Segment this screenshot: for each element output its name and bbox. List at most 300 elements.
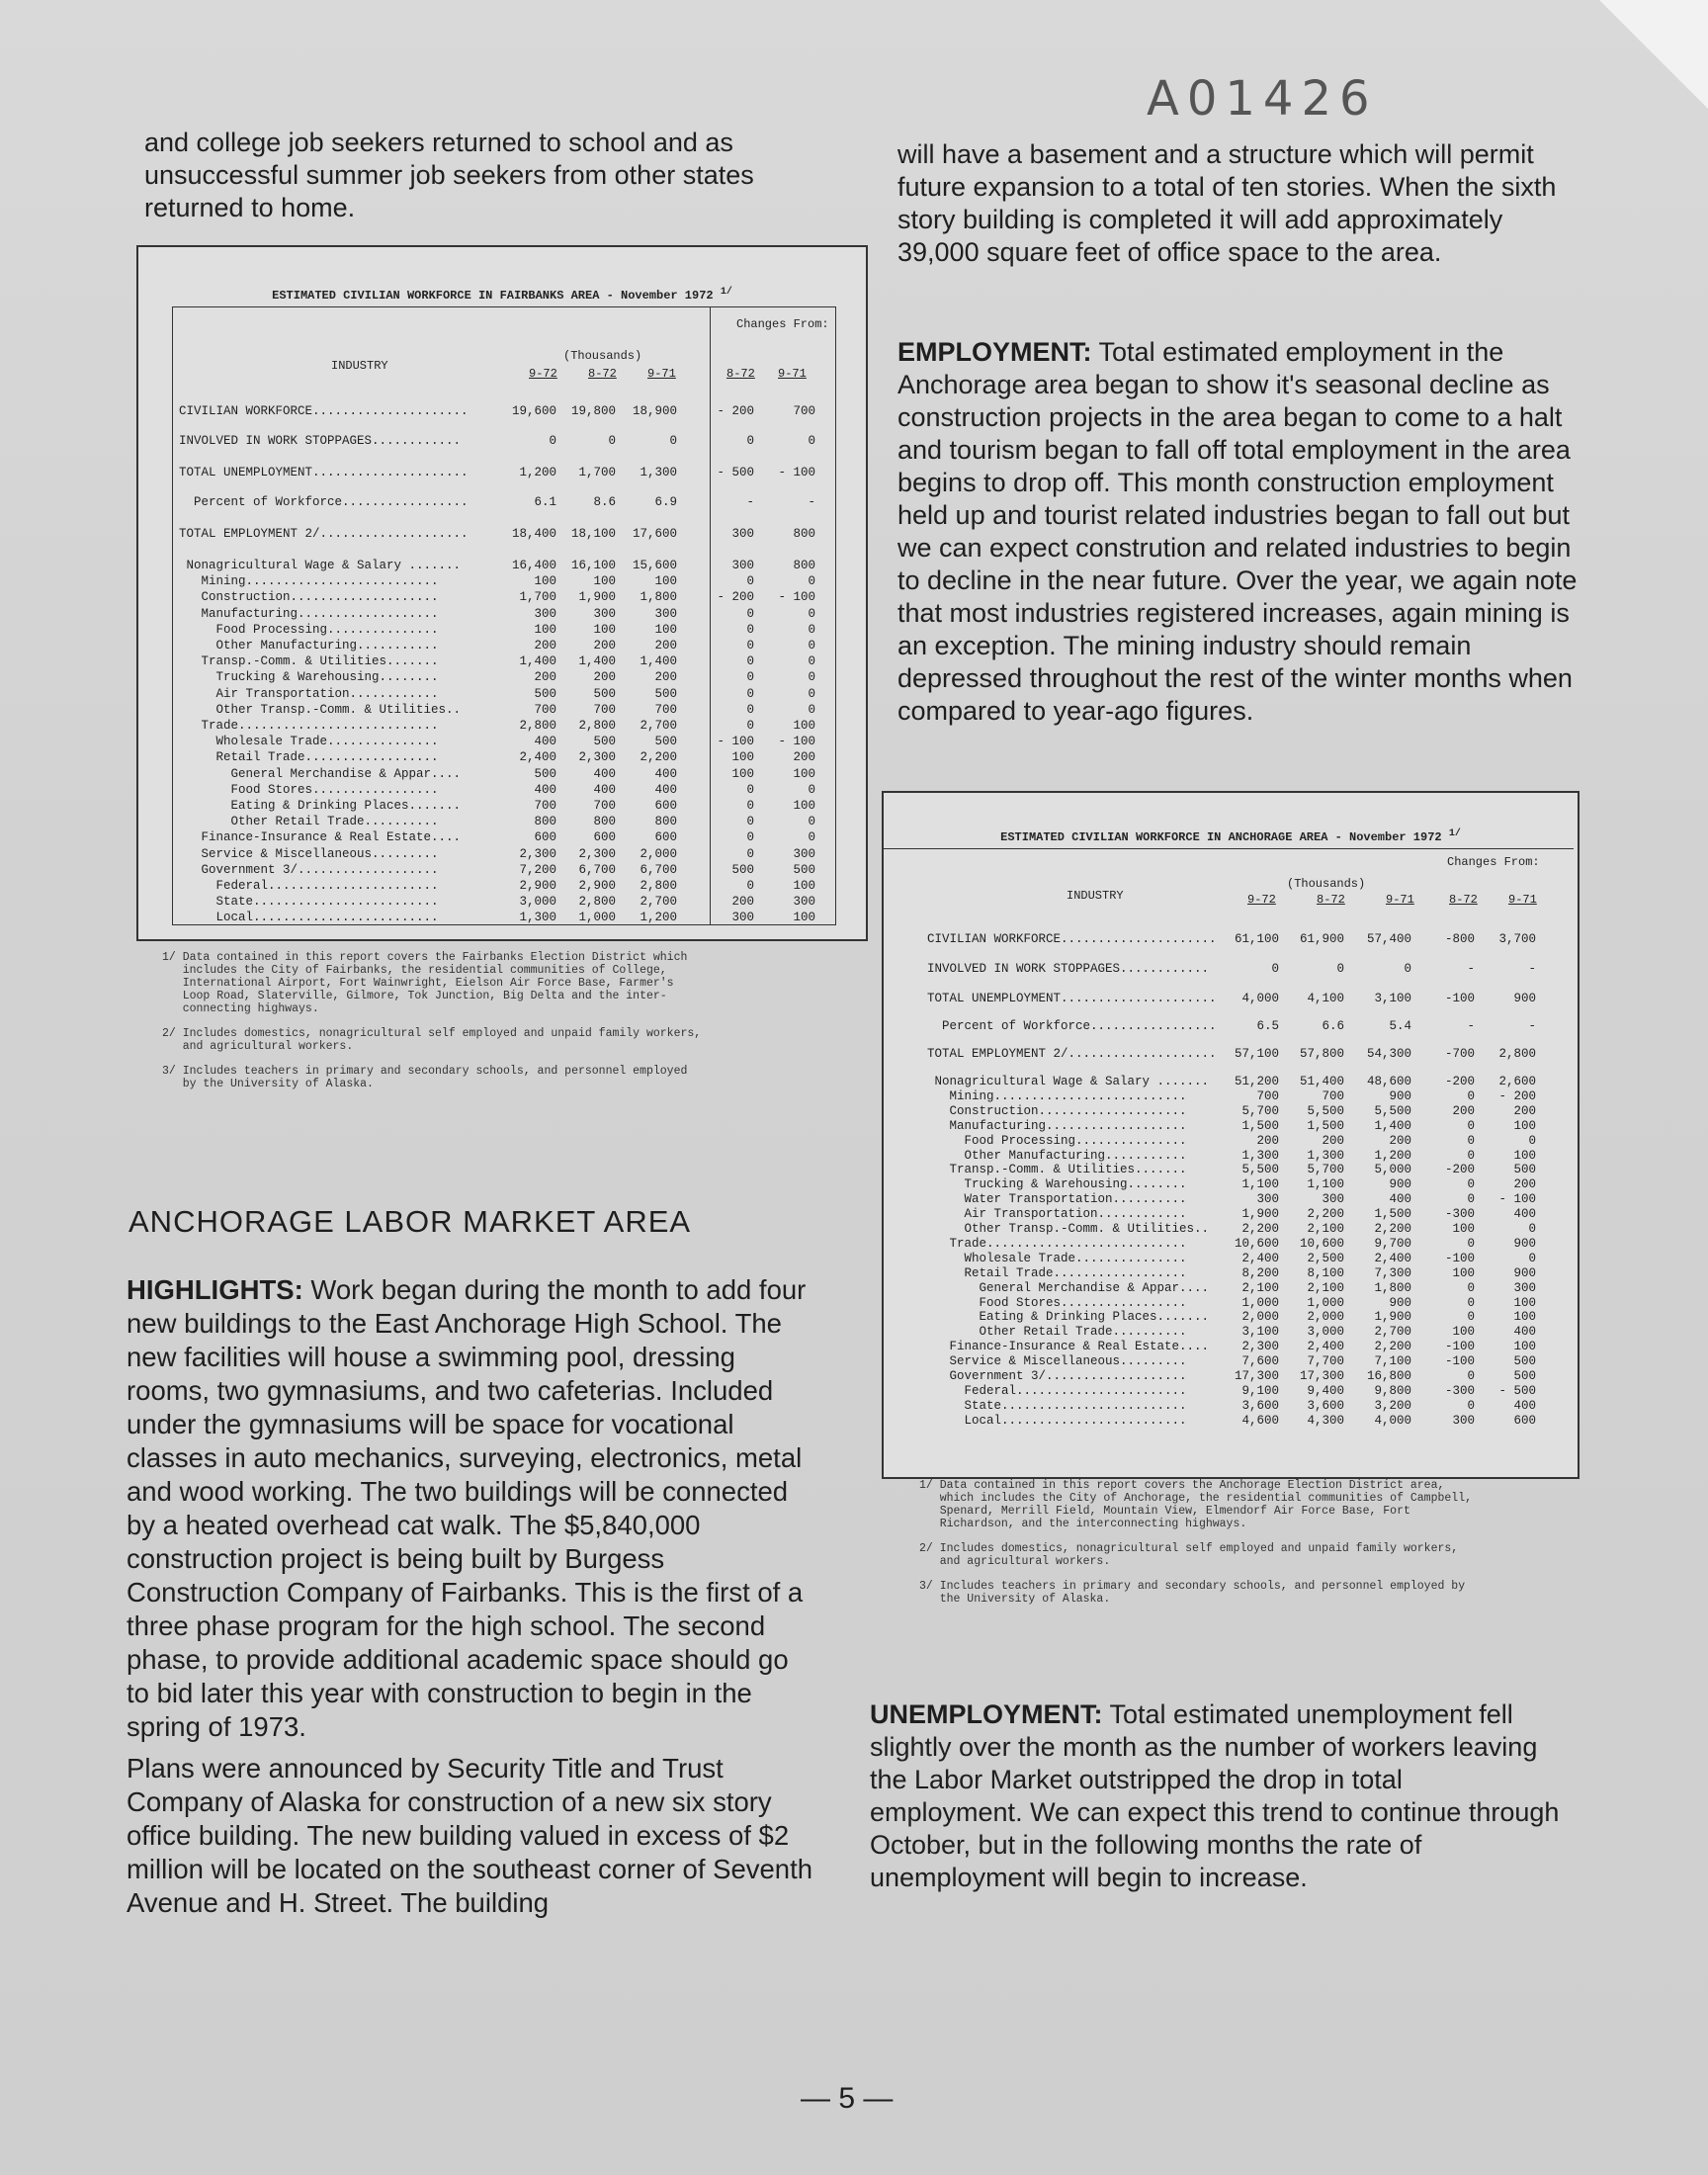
row-value: 0 <box>808 686 815 701</box>
row-value: 2,800 <box>578 719 616 733</box>
row-value: -100 <box>1444 1340 1475 1354</box>
employment-paragraph <box>897 336 1589 728</box>
table-row <box>884 992 1574 1005</box>
row-value: 61,900 <box>1299 932 1344 946</box>
row-value: 200 <box>1513 1177 1536 1192</box>
row-value: 900 <box>1513 1265 1536 1280</box>
row-value: 200 <box>534 639 556 652</box>
unemployment-text: Total estimated unemployment fell slightly over the month as the number of workers leaving the Labor Market outstripped the drop in total employment. We can expect this trend to continue through October, but in the following months the rate of unemployment will begin to increase. <box>870 1699 1560 1892</box>
row-value: 0 <box>1467 1280 1475 1295</box>
table-row <box>884 1222 1574 1236</box>
row-value: 15,600 <box>632 559 677 572</box>
row-value: 51,200 <box>1234 1075 1279 1088</box>
row-value: 0 <box>808 622 815 637</box>
row-value: 2,200 <box>1307 1207 1344 1222</box>
footnote: 2/ Includes domestics, nonagricultural self employed and unpaid family workers, and agricultural workers. <box>162 1027 702 1053</box>
anchorage-table-title <box>884 828 1578 844</box>
anchorage-table-title-text: ESTIMATED CIVILIAN WORKFORCE IN ANCHORAGE AREA - November 1972 <box>1000 830 1442 844</box>
row-value: 17,300 <box>1299 1369 1344 1383</box>
table-row <box>884 1384 1574 1398</box>
row-value: - <box>808 495 815 509</box>
row-value: 0 <box>1528 1133 1536 1148</box>
row-value: 54,300 <box>1366 1047 1411 1061</box>
row-label: Finance-Insurance & Real Estate.... <box>927 1340 1210 1354</box>
table-row <box>173 703 835 717</box>
row-value: 3,100 <box>1241 1325 1279 1340</box>
row-value: 2,800 <box>519 719 556 733</box>
row-value: 0 <box>808 782 815 797</box>
row-value: 0 <box>549 434 556 448</box>
row-label: Other Transp.-Comm. & Utilities.. <box>927 1222 1210 1236</box>
row-value: 9,700 <box>1374 1236 1411 1251</box>
row-value: - <box>1467 1019 1475 1033</box>
table-row <box>173 639 835 652</box>
row-value: 400 <box>1513 1207 1536 1222</box>
row-label: Trucking & Warehousing........ <box>927 1177 1187 1192</box>
row-value: 100 <box>534 574 556 589</box>
footnote: 3/ Includes teachers in primary and secondary schools, and personnel employed by the University of Alaska. <box>919 1580 1466 1606</box>
table-row <box>884 1104 1574 1118</box>
anchorage-table-frame <box>884 848 1574 1472</box>
row-value: 16,400 <box>511 559 556 572</box>
row-label: Wholesale Trade............... <box>179 735 439 749</box>
table-row <box>884 1075 1574 1088</box>
row-value: 200 <box>593 639 616 652</box>
row-value: 300 <box>534 606 556 621</box>
anchorage-col-8-72: 8-72 <box>1317 893 1345 907</box>
row-value: 1,400 <box>640 654 677 669</box>
row-value: 6.6 <box>1322 1019 1344 1033</box>
row-value: 2,800 <box>640 879 677 893</box>
row-value: 5,700 <box>1241 1103 1279 1118</box>
row-value: 10,600 <box>1299 1236 1344 1251</box>
row-label: TOTAL EMPLOYMENT 2/.................... <box>179 527 469 541</box>
row-value: 2,500 <box>1307 1251 1344 1265</box>
fairbanks-col-9-71: 9-71 <box>647 367 676 381</box>
table-row <box>173 654 835 668</box>
row-label: Wholesale Trade............... <box>927 1251 1187 1265</box>
row-value: 0 <box>1404 962 1411 976</box>
row-value: 19,600 <box>511 404 556 418</box>
row-value: 500 <box>1513 1163 1536 1177</box>
row-value: 16,800 <box>1366 1369 1411 1383</box>
anchorage-thousands-header: (Thousands) <box>1287 877 1366 891</box>
row-label: INVOLVED IN WORK STOPPAGES............ <box>927 962 1210 976</box>
row-label: Government 3/................... <box>927 1369 1187 1383</box>
row-label: Transp.-Comm. & Utilities....... <box>927 1163 1187 1177</box>
row-value: 100 <box>1452 1222 1475 1236</box>
row-value: 0 <box>808 815 815 829</box>
row-value: 0 <box>746 639 754 652</box>
row-label: Nonagricultural Wage & Salary ....... <box>927 1075 1210 1088</box>
row-value: 3,000 <box>519 895 556 910</box>
row-value: 9,800 <box>1374 1383 1411 1398</box>
row-value: -300 <box>1444 1207 1475 1222</box>
row-value: 200 <box>731 895 754 910</box>
row-value: 300 <box>593 606 616 621</box>
row-value: 4,300 <box>1307 1413 1344 1428</box>
fairbanks-col-8-72: 8-72 <box>588 367 617 381</box>
row-label: Federal....................... <box>179 879 439 893</box>
row-value: 2,300 <box>578 750 616 765</box>
row-value: 1,800 <box>640 590 677 605</box>
row-value: 200 <box>654 639 677 652</box>
row-value: 300 <box>731 527 754 541</box>
row-value: 500 <box>593 735 616 749</box>
row-value: 2,700 <box>1374 1325 1411 1340</box>
row-value: 57,800 <box>1299 1047 1344 1061</box>
row-value: 2,400 <box>1241 1251 1279 1265</box>
row-value: 900 <box>1513 992 1536 1005</box>
fairbanks-changes-header: Changes From: <box>736 317 829 331</box>
highlights-paragraph <box>127 1273 818 1744</box>
row-value: 400 <box>654 782 677 797</box>
fairbanks-col-change-9-71: 9-71 <box>778 367 807 381</box>
anchorage-title-footnote-ref: 1/ <box>1448 828 1461 839</box>
row-value: 200 <box>1256 1133 1279 1148</box>
row-value: -700 <box>1444 1047 1475 1061</box>
row-value: 57,400 <box>1366 932 1411 946</box>
row-label: Retail Trade.................. <box>179 750 439 765</box>
row-value: 800 <box>793 559 815 572</box>
row-value: 1,100 <box>1241 1177 1279 1192</box>
row-value: 300 <box>793 895 815 910</box>
row-value: 0 <box>1467 1118 1475 1133</box>
row-value: 400 <box>593 782 616 797</box>
row-label: Trucking & Warehousing........ <box>179 670 439 685</box>
anchorage-industry-header: INDUSTRY <box>1067 889 1124 903</box>
table-row <box>884 1207 1574 1221</box>
row-value: 0 <box>808 830 815 845</box>
row-value: 0 <box>1467 1398 1475 1413</box>
row-value: 4,100 <box>1307 992 1344 1005</box>
row-value: 300 <box>1513 1280 1536 1295</box>
row-value: 61,100 <box>1234 932 1279 946</box>
section-title: ANCHORAGE LABOR MARKET AREA <box>128 1204 692 1239</box>
row-value: 500 <box>731 862 754 877</box>
table-row <box>173 767 835 781</box>
fairbanks-table-title-text: ESTIMATED CIVILIAN WORKFORCE IN FAIRBANKS AREA - November 1972 <box>272 289 714 303</box>
fairbanks-table-title <box>138 287 866 303</box>
row-label: Food Processing............... <box>179 622 439 637</box>
row-value: 300 <box>793 846 815 861</box>
row-value: 2,300 <box>578 846 616 861</box>
row-value: 200 <box>654 670 677 685</box>
row-value: 1,500 <box>1241 1118 1279 1133</box>
row-value: 2,100 <box>1241 1280 1279 1295</box>
row-value: 10,600 <box>1234 1236 1279 1251</box>
row-value: 0 <box>1467 1236 1475 1251</box>
row-value: 2,700 <box>640 719 677 733</box>
row-value: 0 <box>808 702 815 717</box>
continuation-text: will have a basement and a structure which will permit future expansion to a total of ten stories. When the sixth story building is completed it will add approximately 39,000 square feet of office space to the area. <box>897 139 1557 267</box>
row-value: 900 <box>1389 1295 1411 1310</box>
row-value: 2,700 <box>640 895 677 910</box>
row-value: 0 <box>746 879 754 893</box>
anchorage-changes-header: Changes From: <box>1447 855 1540 869</box>
row-value: 0 <box>669 434 677 448</box>
right-continuation-paragraph <box>897 138 1589 269</box>
table-row <box>884 932 1574 946</box>
row-value: 1,000 <box>578 911 616 925</box>
row-value: 2,900 <box>578 879 616 893</box>
row-value: 16,100 <box>570 559 616 572</box>
row-value: 0 <box>808 574 815 589</box>
row-value: 100 <box>1513 1118 1536 1133</box>
row-value: 100 <box>793 911 815 925</box>
row-label: Percent of Workforce................. <box>927 1019 1217 1033</box>
row-value: 3,000 <box>1307 1325 1344 1340</box>
plans-paragraph <box>127 1752 818 1920</box>
highlights-lead: HIGHLIGHTS: <box>127 1274 303 1305</box>
row-value: 5,500 <box>1374 1103 1411 1118</box>
left-intro-paragraph <box>144 127 836 224</box>
table-row <box>173 895 835 909</box>
table-row <box>173 623 835 637</box>
table-row <box>173 559 835 572</box>
row-value: 2,300 <box>1241 1340 1279 1354</box>
row-value: 100 <box>793 799 815 813</box>
row-value: 0 <box>746 686 754 701</box>
row-value: 0 <box>746 574 754 589</box>
row-value: 1,700 <box>578 466 616 479</box>
row-value: 2,000 <box>1241 1310 1279 1325</box>
row-value: 5,500 <box>1307 1103 1344 1118</box>
row-value: 400 <box>534 735 556 749</box>
row-value: 0 <box>1467 1369 1475 1383</box>
row-value: 7,100 <box>1374 1354 1411 1369</box>
row-value: 2,000 <box>640 846 677 861</box>
row-value: 1,300 <box>640 466 677 479</box>
row-value: 300 <box>731 911 754 925</box>
row-value: 500 <box>593 686 616 701</box>
row-value: 500 <box>793 862 815 877</box>
row-value: 1,900 <box>1374 1310 1411 1325</box>
row-label: Construction.................... <box>179 590 439 605</box>
row-value: 2,200 <box>640 750 677 765</box>
row-label: Federal....................... <box>927 1383 1187 1398</box>
row-value: 300 <box>1452 1413 1475 1428</box>
row-value: 400 <box>1513 1325 1536 1340</box>
table-row <box>173 687 835 701</box>
table-row <box>884 1237 1574 1251</box>
row-value: - 100 <box>778 590 815 605</box>
row-value: 57,100 <box>1234 1047 1279 1061</box>
row-label: CIVILIAN WORKFORCE..................... <box>927 932 1217 946</box>
row-value: 400 <box>654 766 677 781</box>
row-value: - 200 <box>1498 1088 1536 1103</box>
row-label: General Merchandise & Appar.... <box>927 1280 1210 1295</box>
row-label: State......................... <box>179 895 439 910</box>
row-value: 1,000 <box>1241 1295 1279 1310</box>
row-value: 0 <box>1528 1222 1536 1236</box>
fairbanks-workforce-table <box>136 245 868 941</box>
row-value: 19,800 <box>570 404 616 418</box>
row-label: Trade........................... <box>927 1236 1187 1251</box>
table-row <box>884 1134 1574 1148</box>
table-row <box>173 799 835 813</box>
row-value: 6.5 <box>1256 1019 1279 1033</box>
row-value: 2,800 <box>578 895 616 910</box>
table-row <box>173 750 835 764</box>
row-value: 4,600 <box>1241 1413 1279 1428</box>
row-label: Manufacturing................... <box>927 1118 1187 1133</box>
row-value: 800 <box>654 815 677 829</box>
row-value: 5,500 <box>1241 1163 1279 1177</box>
row-value: 400 <box>593 766 616 781</box>
row-value: 1,100 <box>1307 1177 1344 1192</box>
row-value: 17,300 <box>1234 1369 1279 1383</box>
row-value: 600 <box>593 830 616 845</box>
row-label: Service & Miscellaneous......... <box>927 1354 1187 1369</box>
row-value: 0 <box>608 434 616 448</box>
row-value: -100 <box>1444 1354 1475 1369</box>
row-label: Retail Trade.................. <box>927 1265 1187 1280</box>
row-value: 1,500 <box>1307 1118 1344 1133</box>
row-value: 600 <box>654 799 677 813</box>
row-value: 1,400 <box>519 654 556 669</box>
row-value: 7,700 <box>1307 1354 1344 1369</box>
row-label: Manufacturing................... <box>179 606 439 621</box>
employment-text: Total estimated employment in the Anchorage area began to show it's seasonal decline as construction projects in the area began to come to a halt and tourism began to fall off total employment in the area begins to drop off. This month construction employment held up and tourist related industries began to fall out but we can expect constrution and related industries to begin to decline in the near future. Over the year, we again note that most industries registered increases, again mining is an exception. The mining industry should remain depressed throughout the rest of the winter months when compared to year-ago figures. <box>897 337 1578 726</box>
row-value: 6.9 <box>654 495 677 509</box>
row-value: - <box>1528 962 1536 976</box>
row-value: 600 <box>1513 1413 1536 1428</box>
table-row <box>884 962 1574 976</box>
row-value: 0 <box>746 846 754 861</box>
row-value: 51,400 <box>1299 1075 1344 1088</box>
row-value: 300 <box>1322 1192 1344 1207</box>
table-row <box>884 1177 1574 1191</box>
row-value: - 500 <box>717 466 754 479</box>
row-label: Other Retail Trade.......... <box>179 815 439 829</box>
row-value: 100 <box>1513 1310 1536 1325</box>
row-label: Government 3/................... <box>179 862 439 877</box>
row-label: General Merchandise & Appar.... <box>179 766 462 781</box>
row-value: 100 <box>654 574 677 589</box>
table-row <box>884 1325 1574 1339</box>
row-value: 18,900 <box>632 404 677 418</box>
row-value: 100 <box>1452 1325 1475 1340</box>
table-row <box>884 1192 1574 1206</box>
row-value: 7,300 <box>1374 1265 1411 1280</box>
table-row <box>884 1119 1574 1133</box>
fairbanks-footnotes <box>162 951 834 1102</box>
employment-lead: EMPLOYMENT: <box>897 337 1092 367</box>
row-value: 400 <box>1513 1398 1536 1413</box>
row-label: State......................... <box>927 1398 1187 1413</box>
row-value: 100 <box>1513 1148 1536 1163</box>
row-value: 0 <box>808 654 815 669</box>
row-value: 0 <box>746 702 754 717</box>
anchorage-workforce-table <box>882 791 1580 1479</box>
row-value: 0 <box>1467 1088 1475 1103</box>
anchorage-table-rows <box>884 849 1574 1472</box>
row-value: 6.1 <box>534 495 556 509</box>
row-value: 300 <box>731 559 754 572</box>
table-row <box>884 1252 1574 1265</box>
row-value: 200 <box>1389 1133 1411 1148</box>
row-value: 9,400 <box>1307 1383 1344 1398</box>
row-value: 1,700 <box>519 590 556 605</box>
row-value: 2,600 <box>1498 1075 1536 1088</box>
row-value: 0 <box>1467 1133 1475 1148</box>
row-value: 100 <box>593 622 616 637</box>
row-label: TOTAL EMPLOYMENT 2/.................... <box>927 1047 1217 1061</box>
row-value: 200 <box>1452 1103 1475 1118</box>
row-value: - 500 <box>1498 1383 1536 1398</box>
row-value: 0 <box>1467 1192 1475 1207</box>
row-value: 0 <box>1271 962 1279 976</box>
table-row <box>173 527 835 541</box>
row-label: INVOLVED IN WORK STOPPAGES............ <box>179 434 462 448</box>
table-row <box>173 434 835 448</box>
row-value: 0 <box>746 830 754 845</box>
row-label: Nonagricultural Wage & Salary ....... <box>179 559 462 572</box>
row-value: 2,900 <box>519 879 556 893</box>
fairbanks-table-rows <box>173 307 835 924</box>
page-corner-fold <box>1599 0 1708 109</box>
table-row <box>173 879 835 893</box>
row-value: 1,000 <box>1307 1295 1344 1310</box>
row-label: Service & Miscellaneous......... <box>179 846 439 861</box>
row-value: - 100 <box>1498 1192 1536 1207</box>
row-value: 4,000 <box>1374 1413 1411 1428</box>
row-label: Percent of Workforce................. <box>179 495 469 509</box>
table-row <box>884 1281 1574 1295</box>
table-row <box>884 1296 1574 1310</box>
table-row <box>884 1310 1574 1324</box>
row-value: - 200 <box>717 590 754 605</box>
fairbanks-thousands-header: (Thousands) <box>563 349 642 363</box>
row-value: 800 <box>593 815 616 829</box>
row-value: 700 <box>1322 1088 1344 1103</box>
footnote: 2/ Includes domestics, nonagricultural self employed and unpaid family workers, and agricultural workers. <box>919 1542 1459 1568</box>
row-label: Air Transportation............ <box>927 1207 1187 1222</box>
row-value: 18,100 <box>570 527 616 541</box>
row-value: 48,600 <box>1366 1075 1411 1088</box>
row-value: 0 <box>746 622 754 637</box>
row-value: 1,200 <box>1374 1148 1411 1163</box>
table-row <box>884 1047 1574 1061</box>
table-row <box>884 1149 1574 1163</box>
table-row <box>173 466 835 479</box>
table-row <box>884 1019 1574 1033</box>
row-label: Other Retail Trade.......... <box>927 1325 1187 1340</box>
row-value: 0 <box>1467 1295 1475 1310</box>
row-value: 1,300 <box>1307 1148 1344 1163</box>
row-label: Transp.-Comm. & Utilities....... <box>179 654 439 669</box>
row-value: 0 <box>808 606 815 621</box>
row-value: 0 <box>1528 1251 1536 1265</box>
row-label: Other Transp.-Comm. & Utilities.. <box>179 702 462 717</box>
row-value: 100 <box>793 879 815 893</box>
row-label: Food Processing............... <box>927 1133 1187 1148</box>
row-value: 0 <box>1336 962 1344 976</box>
row-value: 0 <box>808 434 815 448</box>
footnote: 3/ Includes teachers in primary and secondary schools, and personnel employed by the University of Alaska. <box>162 1065 688 1090</box>
footnote: 1/ Data contained in this report covers the Anchorage Election District area, which includes the City of Anchorage, the residential communities of Campbell, Spenard, Merrill Field, Mountain View, Elmendorf Air Force Base, Fort Richardson, and the interconnecting highways. <box>919 1479 1472 1530</box>
row-value: 5,000 <box>1374 1163 1411 1177</box>
row-value: 1,500 <box>1374 1207 1411 1222</box>
table-row <box>173 670 835 684</box>
row-value: 100 <box>731 750 754 765</box>
row-label: Eating & Drinking Places....... <box>179 799 462 813</box>
row-value: 18,400 <box>511 527 556 541</box>
row-value: 3,600 <box>1307 1398 1344 1413</box>
row-value: 17,600 <box>632 527 677 541</box>
row-value: - 100 <box>778 735 815 749</box>
